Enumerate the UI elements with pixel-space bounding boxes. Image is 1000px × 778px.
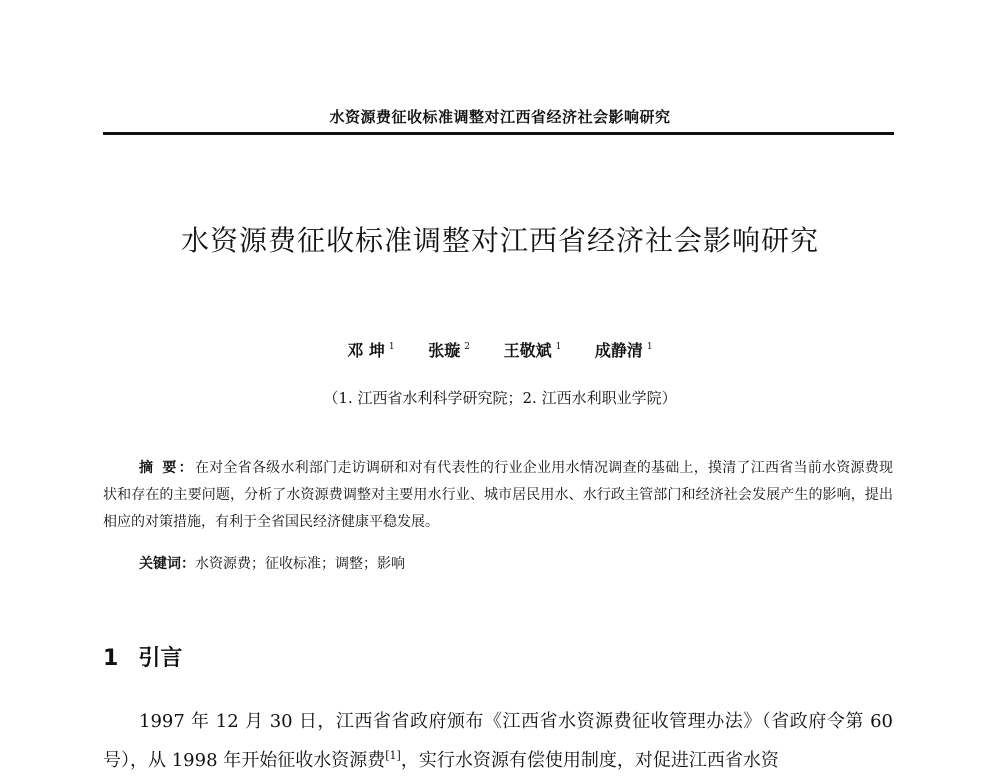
paper-title: 水资源费征收标准调整对江西省经济社会影响研究 — [180, 224, 819, 257]
body-paragraph: 1997 年 12 月 30 日，江西省省政府颁布《江西省水资源费征收管理办法》（省政府令第 60 号），从 1998 年开始征收水资源费[1]，实行水资源有偿使用制度，对促进江西省水资 — [103, 711, 893, 771]
keywords-text: 水资源费；征收标准；调整；影响 — [195, 556, 405, 572]
running-header: 水资源费征收标准调整对江西省经济社会影响研究 — [329, 108, 671, 126]
author: 邓 坤 $^1$ — [347, 341, 395, 360]
section-number: 1 — [103, 646, 119, 671]
keywords-label: 关键词： — [139, 556, 195, 572]
abstract-text: 在对全省各级水利部门走访调研和对有代表性的行业企业用水情况调查的基础上，摸清了江西省当前水资源费现状和存在的主要问题，分析了水资源费调整对主要用水行业、城市居民用水、水行政主管部门和经济社会发展产生的影响，提出相应的对策措施，有利于全省国民经济健康平稳发展。 — [103, 460, 894, 530]
author-list — [0, 338, 1000, 361]
keywords — [139, 553, 405, 573]
affiliations: （1. 江西省水利科学研究院；2. 江西水利职业学院） — [323, 389, 677, 407]
author: 张璇 $^2$ — [428, 341, 470, 360]
author: 成静清 $^1$ — [594, 341, 653, 360]
header-rule — [103, 132, 894, 135]
section-heading — [103, 641, 182, 672]
citation-ref[interactable]: [1] — [385, 749, 401, 762]
author: 王敬斌 $^1$ — [503, 341, 562, 360]
abstract-label: 摘 要： — [139, 460, 195, 476]
abstract — [103, 455, 893, 536]
section-title: 引言 — [138, 646, 183, 671]
